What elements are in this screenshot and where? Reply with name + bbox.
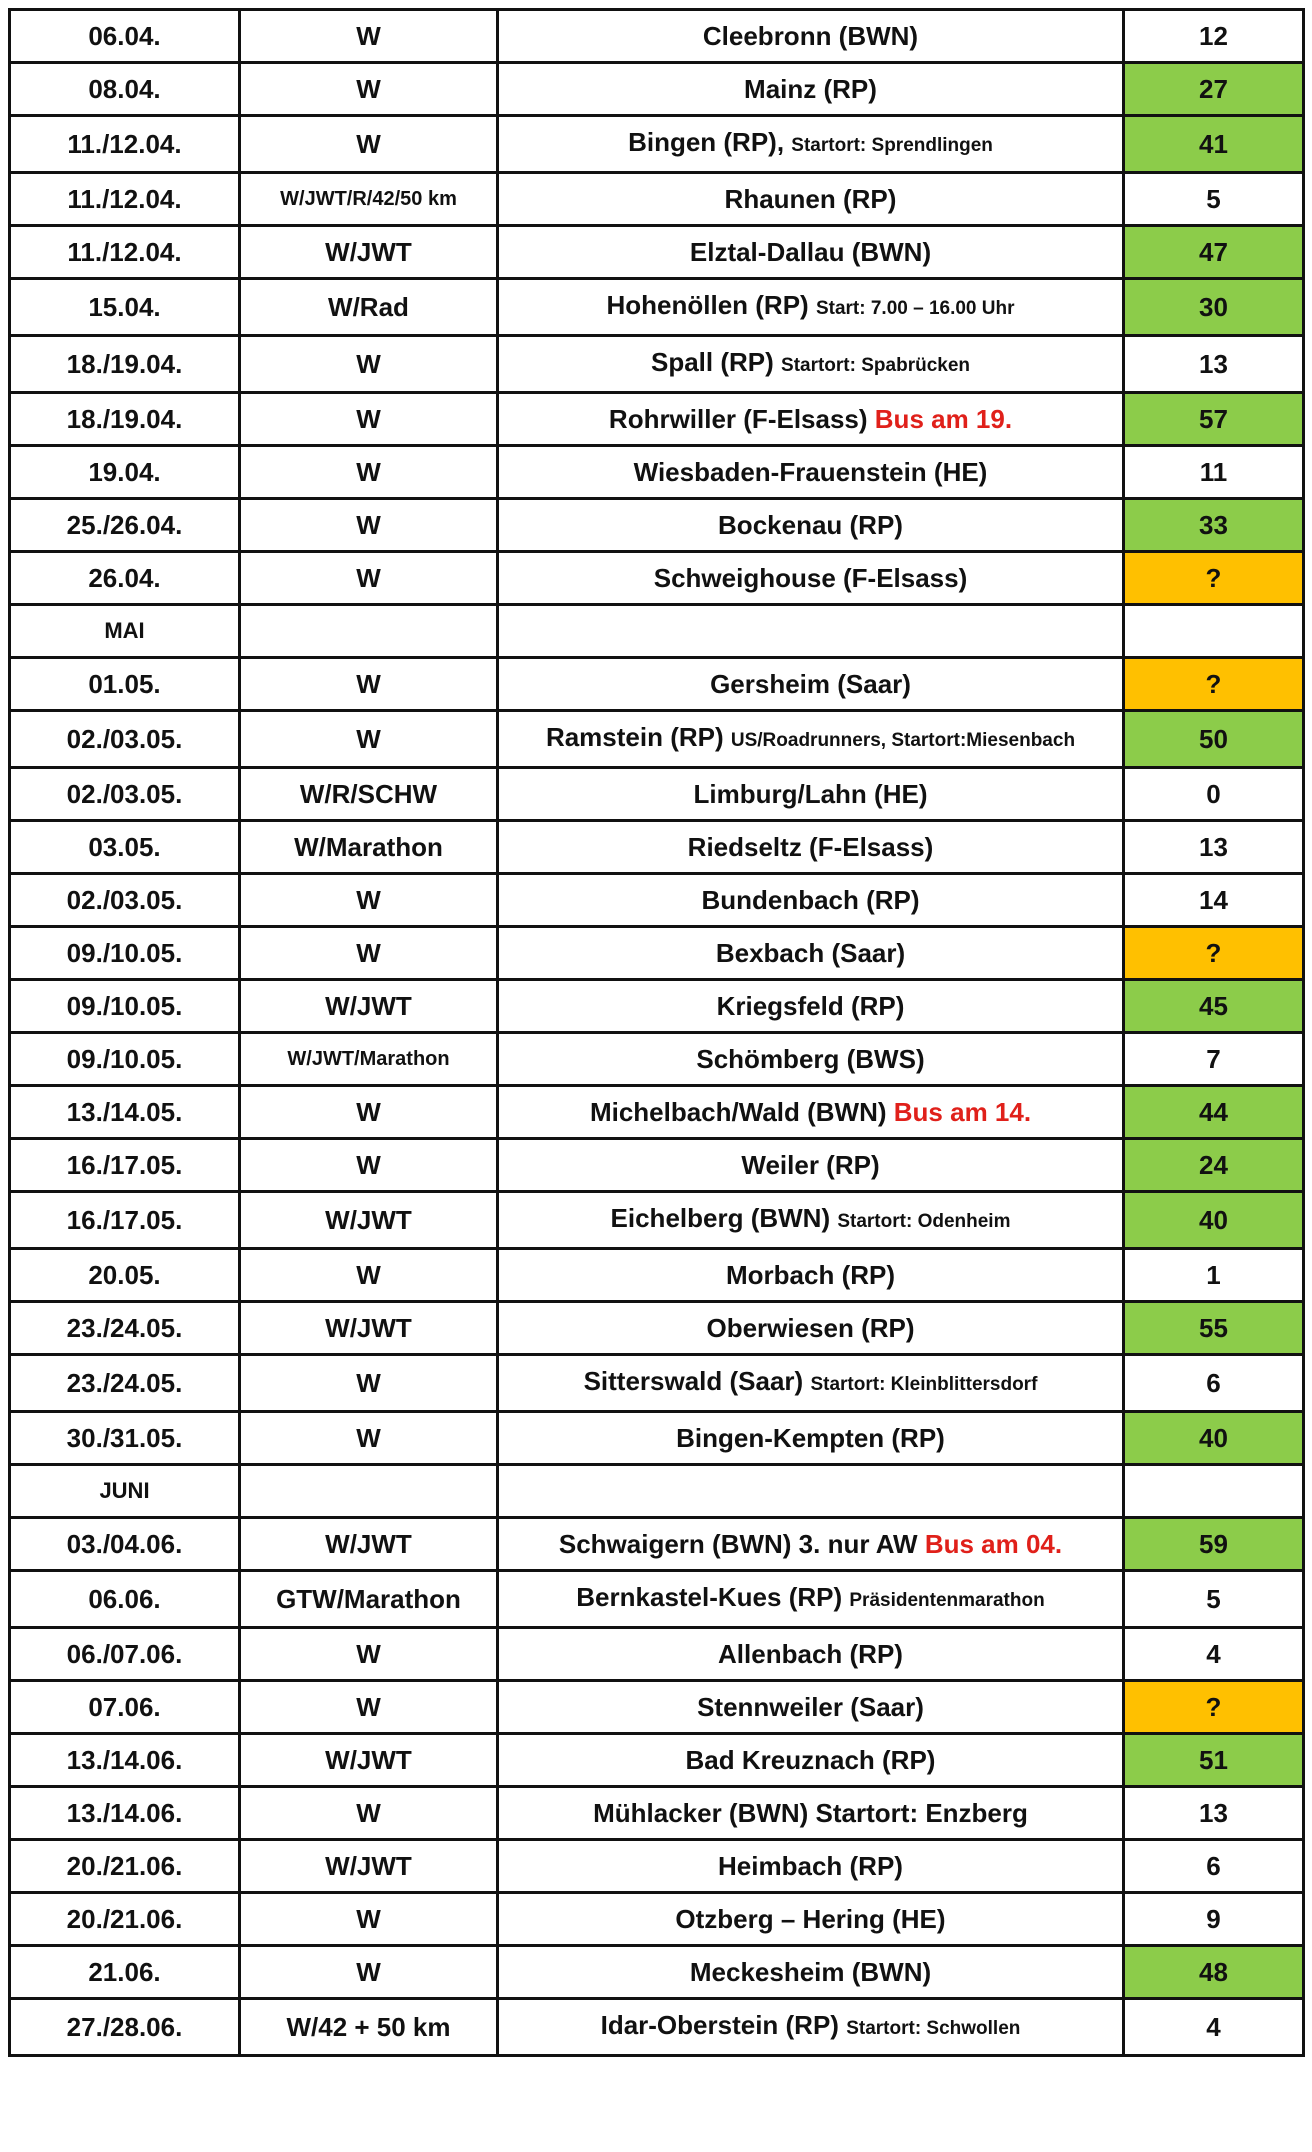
date-cell: 25./26.04. (10, 499, 240, 552)
location-note: Präsidentenmarathon (849, 1590, 1045, 1611)
location-cell (498, 658, 1124, 711)
participant-count: ? (1124, 927, 1304, 980)
type-cell: W/R/SCHW (240, 768, 498, 821)
location-name: Riedseltz (F-Elsass) (687, 832, 934, 862)
participant-count: 13 (1124, 821, 1304, 874)
date-cell: 02./03.05. (10, 711, 240, 768)
participant-count: 59 (1124, 1518, 1304, 1571)
type-cell: W (240, 658, 498, 711)
location-name: Bernkastel-Kues (RP) (576, 1582, 843, 1612)
date-cell: 23./24.05. (10, 1355, 240, 1412)
location-cell (498, 1033, 1124, 1086)
location-note: Startort: Odenheim (837, 1211, 1011, 1232)
date-cell: 01.05. (10, 658, 240, 711)
date-cell: 09./10.05. (10, 980, 240, 1033)
location-name: Gersheim (Saar) (710, 669, 911, 699)
date-cell: 07.06. (10, 1681, 240, 1734)
type-cell: W (240, 711, 498, 768)
type-cell: W (240, 1787, 498, 1840)
bus-note: Bus am 14. (893, 1097, 1032, 1127)
location-name: Schwaigern (BWN) 3. nur AW (558, 1529, 918, 1559)
participant-count: 45 (1124, 980, 1304, 1033)
type-cell: W/Rad (240, 279, 498, 336)
location-cell (498, 1787, 1124, 1840)
type-cell: W (240, 552, 498, 605)
date-cell: 13./14.05. (10, 1086, 240, 1139)
event-row (10, 336, 1304, 393)
participant-count: 11 (1124, 446, 1304, 499)
participant-count: ? (1124, 658, 1304, 711)
date-cell: 06.06. (10, 1571, 240, 1628)
date-cell: 23./24.05. (10, 1302, 240, 1355)
event-row (10, 1139, 1304, 1192)
type-cell (240, 605, 498, 658)
location-name: Kriegsfeld (RP) (716, 991, 905, 1021)
location-cell (498, 63, 1124, 116)
participant-count: 55 (1124, 1302, 1304, 1355)
location-name: Bockenau (RP) (718, 510, 903, 540)
date-cell: 13./14.06. (10, 1787, 240, 1840)
date-cell: 11./12.04. (10, 116, 240, 173)
event-row (10, 1355, 1304, 1412)
event-row (10, 63, 1304, 116)
event-row (10, 1571, 1304, 1628)
event-row (10, 393, 1304, 446)
location-name: Cleebronn (BWN) (702, 21, 919, 51)
bus-note: Bus am 19. (874, 404, 1013, 434)
location-cell (498, 499, 1124, 552)
participant-count: 5 (1124, 173, 1304, 226)
type-cell: W (240, 116, 498, 173)
event-row (10, 1840, 1304, 1893)
location-cell (498, 768, 1124, 821)
date-cell: 09./10.05. (10, 927, 240, 980)
location-cell (498, 10, 1124, 63)
type-cell: W/JWT/R/42/50 km (240, 173, 498, 226)
location-name: Otzberg – Hering (HE) (675, 1904, 946, 1934)
location-name: Michelbach/Wald (BWN) (589, 1097, 887, 1127)
participant-count: 4 (1124, 1999, 1304, 2056)
participant-count: 30 (1124, 279, 1304, 336)
location-note: US/Roadrunners, Startort:Miesenbach (730, 730, 1076, 751)
location-name: Wiesbaden-Frauenstein (HE) (633, 457, 988, 487)
participant-count: 6 (1124, 1355, 1304, 1412)
participant-count: 41 (1124, 116, 1304, 173)
location-name: Rohrwiller (F-Elsass) (608, 404, 868, 434)
location-name: Stennweiler (Saar) (697, 1692, 924, 1722)
event-row (10, 446, 1304, 499)
type-cell: W/JWT (240, 1518, 498, 1571)
event-table-body (10, 10, 1304, 2056)
participant-count: 5 (1124, 1571, 1304, 1628)
location-cell (498, 1681, 1124, 1734)
date-cell: 02./03.05. (10, 874, 240, 927)
month-label: MAI (10, 605, 240, 658)
type-cell: W (240, 1086, 498, 1139)
location-cell (498, 1249, 1124, 1302)
location-name: Idar-Oberstein (RP) (600, 2010, 839, 2040)
type-cell: W/JWT (240, 1840, 498, 1893)
type-cell: W (240, 63, 498, 116)
location-cell (498, 226, 1124, 279)
type-cell: W (240, 1681, 498, 1734)
location-cell (498, 1734, 1124, 1787)
location-name: Bingen (RP), (628, 127, 785, 157)
location-cell (498, 446, 1124, 499)
location-cell (498, 1518, 1124, 1571)
date-cell: 18./19.04. (10, 393, 240, 446)
participant-count: ? (1124, 552, 1304, 605)
date-cell: 16./17.05. (10, 1192, 240, 1249)
participant-count: ? (1124, 1681, 1304, 1734)
location-cell (498, 116, 1124, 173)
location-cell (498, 173, 1124, 226)
location-name: Hohenöllen (RP) (606, 290, 809, 320)
participant-count: 13 (1124, 1787, 1304, 1840)
event-row (10, 821, 1304, 874)
location-cell (498, 980, 1124, 1033)
location-name: Schweighouse (F-Elsass) (653, 563, 968, 593)
location-cell (498, 1302, 1124, 1355)
participant-count: 1 (1124, 1249, 1304, 1302)
participant-count: 0 (1124, 768, 1304, 821)
location-cell (498, 605, 1124, 658)
participant-count: 6 (1124, 1840, 1304, 1893)
location-note: Startort: Spabrücken (781, 355, 970, 376)
location-cell (498, 1192, 1124, 1249)
location-note: Startort: Sprendlingen (791, 135, 993, 156)
location-name: Mühlacker (BWN) Startort: Enzberg (593, 1798, 1028, 1828)
location-name: Sitterswald (Saar) (583, 1366, 804, 1396)
location-name: Bad Kreuznach (RP) (685, 1745, 936, 1775)
event-row (10, 768, 1304, 821)
date-cell: 16./17.05. (10, 1139, 240, 1192)
event-row (10, 1412, 1304, 1465)
location-name: Mainz (RP) (744, 74, 877, 104)
month-label: JUNI (10, 1465, 240, 1518)
location-cell (498, 336, 1124, 393)
location-cell (498, 927, 1124, 980)
date-cell: 02./03.05. (10, 768, 240, 821)
participant-count: 33 (1124, 499, 1304, 552)
participant-count: 24 (1124, 1139, 1304, 1192)
location-name: Elztal-Dallau (BWN) (689, 237, 932, 267)
type-cell: W (240, 10, 498, 63)
location-cell (498, 393, 1124, 446)
event-row (10, 1249, 1304, 1302)
event-row (10, 226, 1304, 279)
event-row (10, 1302, 1304, 1355)
participant-count: 40 (1124, 1412, 1304, 1465)
location-cell (498, 1628, 1124, 1681)
participant-count: 7 (1124, 1033, 1304, 1086)
participant-count: 47 (1124, 226, 1304, 279)
type-cell: W (240, 1628, 498, 1681)
date-cell: 19.04. (10, 446, 240, 499)
location-name: Eichelberg (BWN) (610, 1203, 831, 1233)
event-row (10, 1946, 1304, 1999)
location-name: Bundenbach (RP) (701, 885, 920, 915)
event-row (10, 1086, 1304, 1139)
date-cell: 20./21.06. (10, 1893, 240, 1946)
type-cell: W/JWT/Marathon (240, 1033, 498, 1086)
date-cell: 06.04. (10, 10, 240, 63)
event-row (10, 10, 1304, 63)
event-table (8, 8, 1305, 2057)
location-name: Meckesheim (BWN) (689, 1957, 932, 1987)
type-cell (240, 1465, 498, 1518)
event-row (10, 499, 1304, 552)
location-name: Oberwiesen (RP) (706, 1313, 915, 1343)
type-cell: W/JWT (240, 980, 498, 1033)
date-cell: 20./21.06. (10, 1840, 240, 1893)
location-name: Heimbach (RP) (718, 1851, 903, 1881)
participant-count (1124, 1465, 1304, 1518)
event-row (10, 1893, 1304, 1946)
participant-count: 48 (1124, 1946, 1304, 1999)
location-name: Bingen-Kempten (RP) (676, 1423, 945, 1453)
participant-count: 13 (1124, 336, 1304, 393)
type-cell: W (240, 499, 498, 552)
event-row (10, 1999, 1304, 2056)
event-row (10, 1518, 1304, 1571)
date-cell: 27./28.06. (10, 1999, 240, 2056)
type-cell: W/JWT (240, 1734, 498, 1787)
location-cell (498, 1465, 1124, 1518)
type-cell: W (240, 1355, 498, 1412)
location-cell (498, 874, 1124, 927)
event-row (10, 1192, 1304, 1249)
event-row (10, 711, 1304, 768)
type-cell: W/JWT (240, 226, 498, 279)
type-cell: W/42 + 50 km (240, 1999, 498, 2056)
location-note: Startort: Kleinblittersdorf (810, 1374, 1038, 1395)
date-cell: 20.05. (10, 1249, 240, 1302)
participant-count: 27 (1124, 63, 1304, 116)
date-cell: 18./19.04. (10, 336, 240, 393)
type-cell: W (240, 393, 498, 446)
date-cell: 03.05. (10, 821, 240, 874)
event-row (10, 552, 1304, 605)
location-name: Weiler (RP) (741, 1150, 880, 1180)
participant-count: 57 (1124, 393, 1304, 446)
location-name: Rhaunen (RP) (724, 184, 897, 214)
type-cell: W (240, 1946, 498, 1999)
participant-count (1124, 605, 1304, 658)
location-cell (498, 1893, 1124, 1946)
event-row (10, 874, 1304, 927)
event-row (10, 173, 1304, 226)
type-cell: W (240, 927, 498, 980)
participant-count: 14 (1124, 874, 1304, 927)
date-cell: 06./07.06. (10, 1628, 240, 1681)
event-row (10, 927, 1304, 980)
location-cell (498, 711, 1124, 768)
date-cell: 11./12.04. (10, 173, 240, 226)
participant-count: 4 (1124, 1628, 1304, 1681)
participant-count: 44 (1124, 1086, 1304, 1139)
location-name: Spall (RP) (650, 347, 774, 377)
location-cell (498, 1086, 1124, 1139)
location-cell (498, 1139, 1124, 1192)
event-row (10, 1681, 1304, 1734)
type-cell: W (240, 1139, 498, 1192)
location-cell (498, 1946, 1124, 1999)
date-cell: 26.04. (10, 552, 240, 605)
type-cell: W/Marathon (240, 821, 498, 874)
location-cell (498, 1412, 1124, 1465)
event-row (10, 658, 1304, 711)
location-cell (498, 1999, 1124, 2056)
event-row (10, 1734, 1304, 1787)
location-cell (498, 552, 1124, 605)
type-cell: W (240, 446, 498, 499)
date-cell: 09./10.05. (10, 1033, 240, 1086)
month-header-row (10, 1465, 1304, 1518)
participant-count: 50 (1124, 711, 1304, 768)
date-cell: 15.04. (10, 279, 240, 336)
participant-count: 51 (1124, 1734, 1304, 1787)
location-cell (498, 1355, 1124, 1412)
event-row (10, 1628, 1304, 1681)
type-cell: W/JWT (240, 1302, 498, 1355)
location-note: Start: 7.00 – 16.00 Uhr (815, 298, 1015, 319)
date-cell: 08.04. (10, 63, 240, 116)
location-cell (498, 821, 1124, 874)
location-cell (498, 279, 1124, 336)
location-name: Limburg/Lahn (HE) (693, 779, 928, 809)
type-cell: W (240, 1893, 498, 1946)
location-cell (498, 1840, 1124, 1893)
location-name: Ramstein (RP) (545, 722, 724, 752)
participant-count: 12 (1124, 10, 1304, 63)
event-row (10, 1787, 1304, 1840)
date-cell: 11./12.04. (10, 226, 240, 279)
type-cell: W (240, 336, 498, 393)
participant-count: 9 (1124, 1893, 1304, 1946)
type-cell: W (240, 874, 498, 927)
bus-note: Bus am 04. (924, 1529, 1063, 1559)
participant-count: 40 (1124, 1192, 1304, 1249)
type-cell: W (240, 1412, 498, 1465)
location-note: Startort: Schwollen (846, 2018, 1021, 2039)
event-row (10, 116, 1304, 173)
location-cell (498, 1571, 1124, 1628)
location-name: Morbach (RP) (726, 1260, 895, 1290)
location-name: Bexbach (Saar) (715, 938, 906, 968)
location-name: Allenbach (RP) (718, 1639, 903, 1669)
event-row (10, 1033, 1304, 1086)
location-name: Schömberg (BWS) (696, 1044, 925, 1074)
date-cell: 13./14.06. (10, 1734, 240, 1787)
type-cell: W/JWT (240, 1192, 498, 1249)
date-cell: 21.06. (10, 1946, 240, 1999)
date-cell: 03./04.06. (10, 1518, 240, 1571)
type-cell: W (240, 1249, 498, 1302)
event-row (10, 279, 1304, 336)
type-cell: GTW/Marathon (240, 1571, 498, 1628)
month-header-row (10, 605, 1304, 658)
event-row (10, 980, 1304, 1033)
date-cell: 30./31.05. (10, 1412, 240, 1465)
